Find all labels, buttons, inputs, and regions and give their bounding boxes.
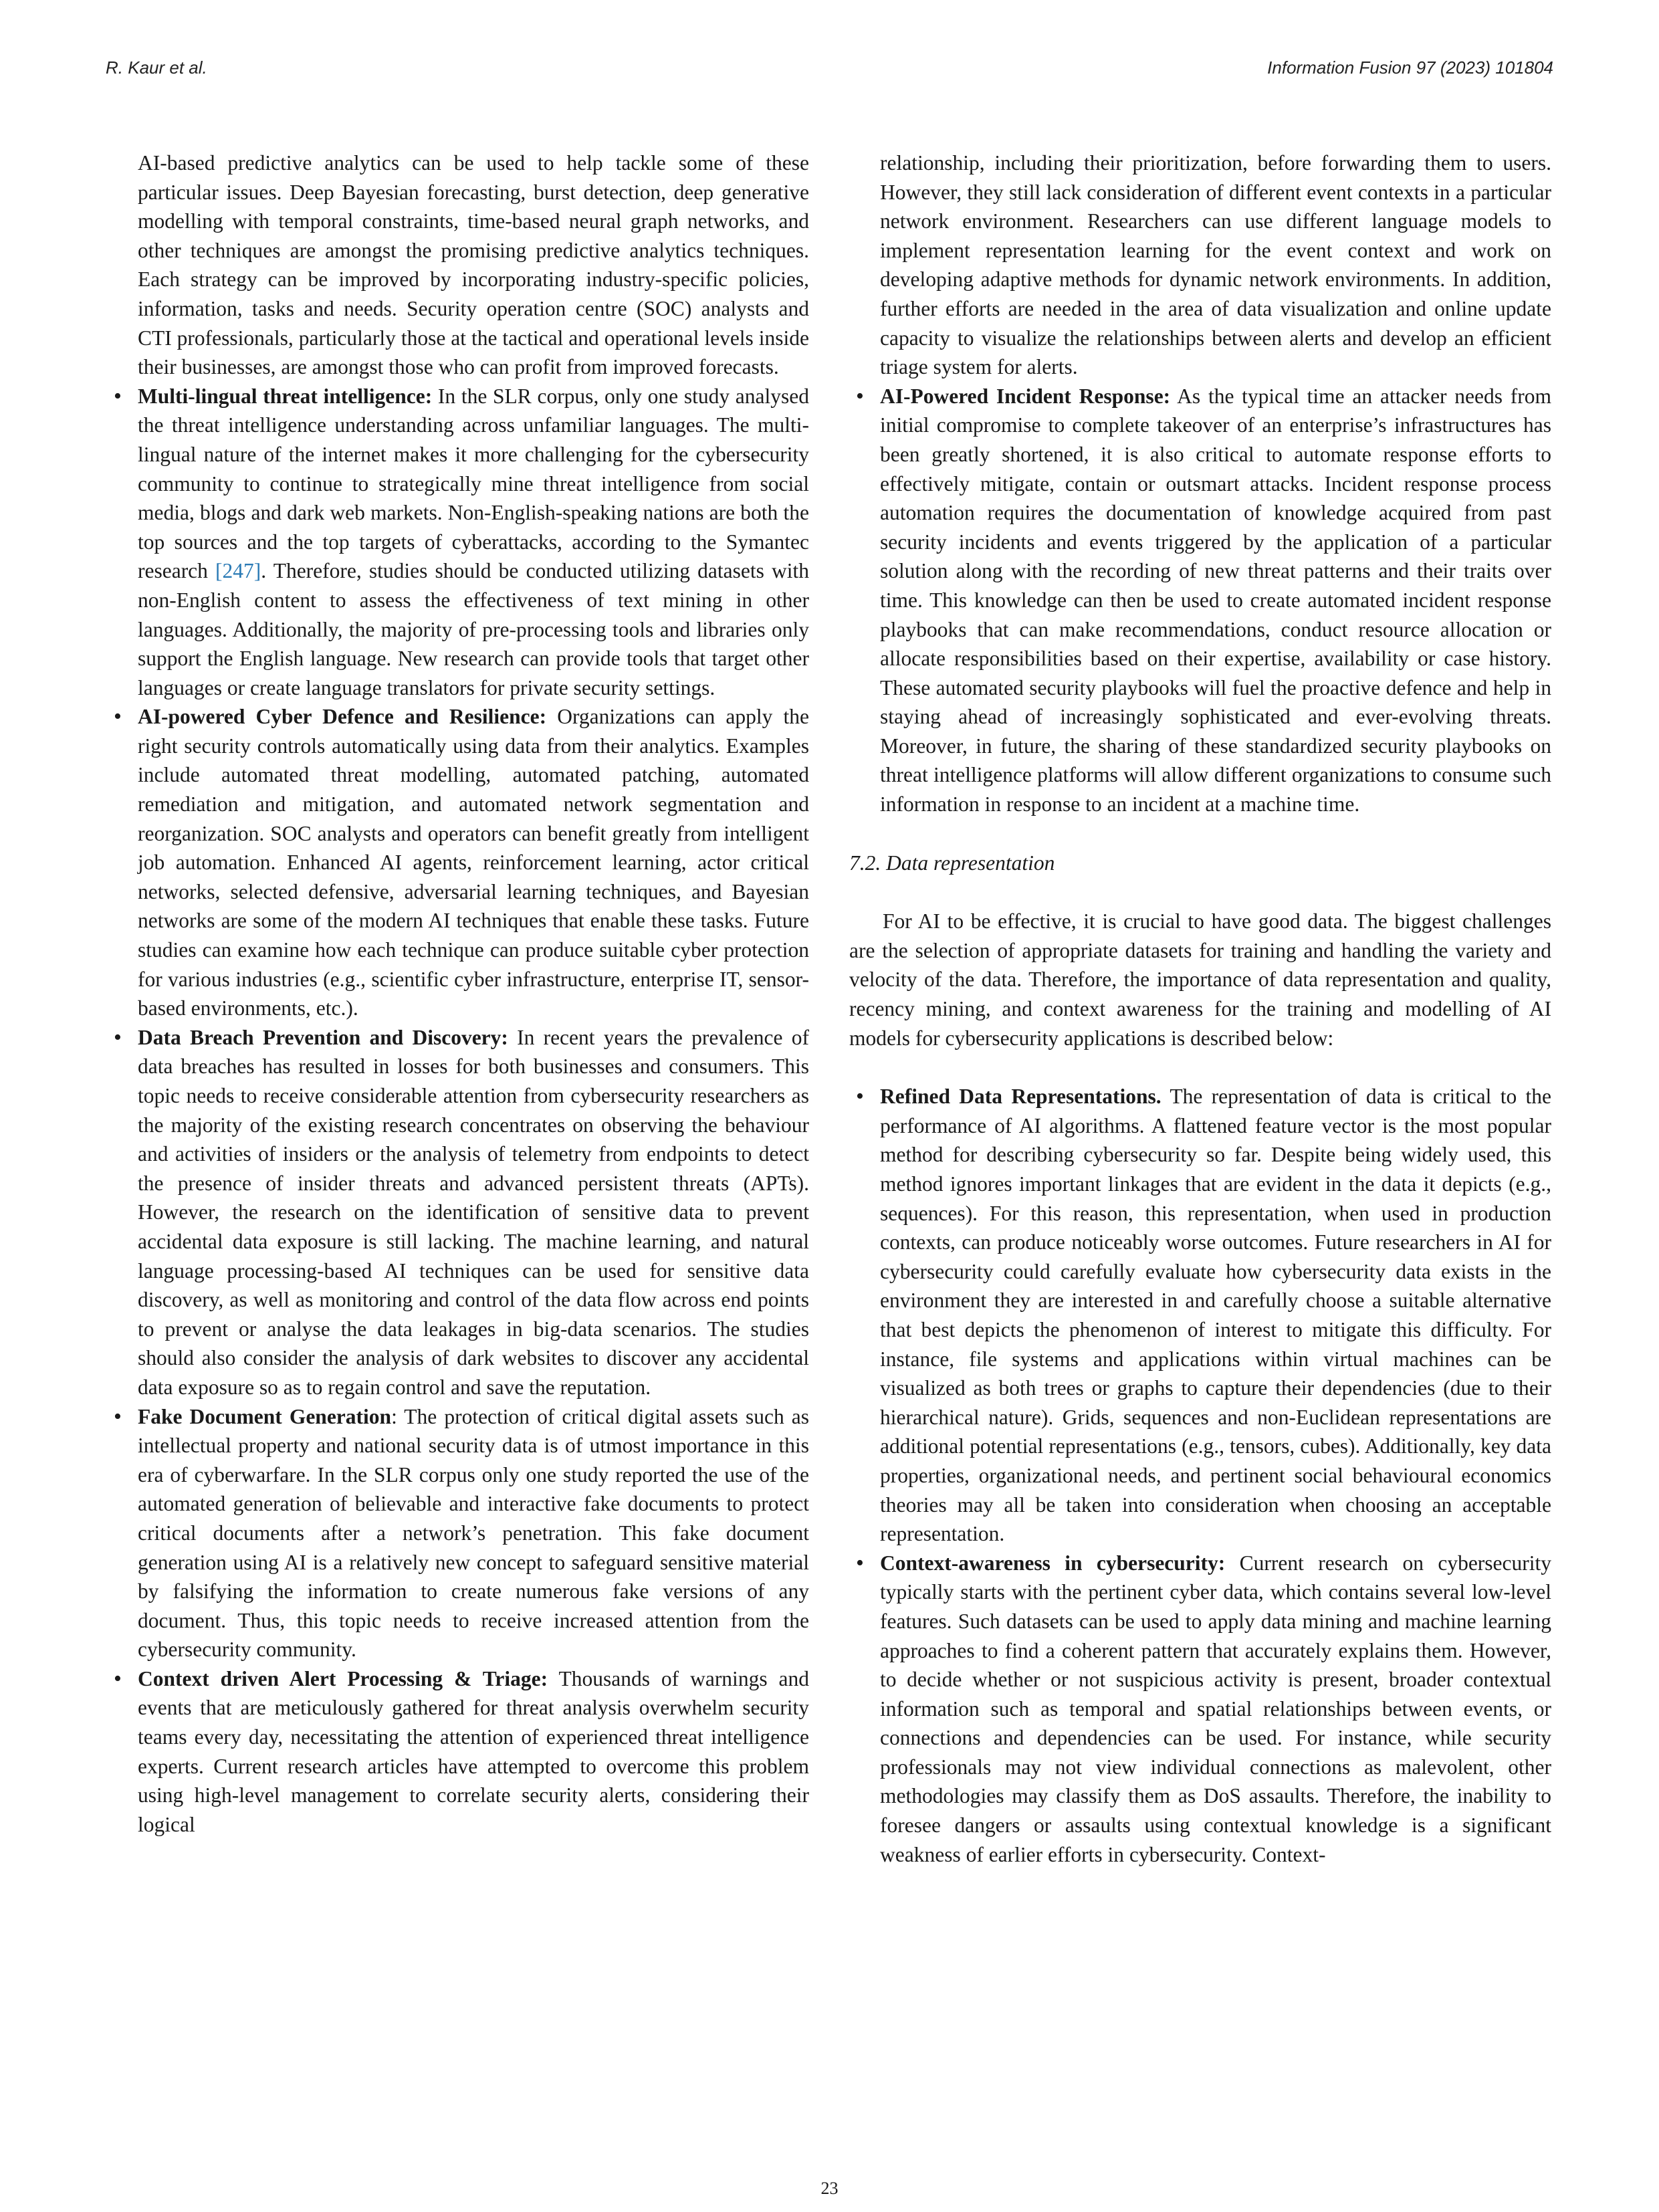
list-item <box>107 1023 809 1402</box>
item-title: Data Breach Prevention and Discovery: <box>138 1025 508 1049</box>
item-text: : The protection of critical digital assets such as intellectual property and national security data is of utmost importance in this era of cyberwarfare. In the SLR corpus only one study reported the use of the automated generation of believable and interactive fake documents to protect critical documents after a network’s penetration. This fake document generation using AI is a relatively new concept to safeguard sensitive material by falsifying the information to create numerous fake versions of any document. Thus, this topic needs to receive increased attention from the cybersecurity community. <box>138 1404 809 1662</box>
item-title: Refined Data Representations. <box>880 1085 1162 1109</box>
list-item <box>849 1082 1551 1549</box>
item-text: . Therefore, studies should be conducted utilizing datasets with non-English content to assess the effectiveness of text mining in other languages. Additionally, the majority of pre-processing tools and libraries only support the English language. New research can provide tools that target other languages or create language translators for private security settings. <box>138 559 809 699</box>
item-title: AI-Powered Incident Response: <box>880 384 1171 408</box>
citation-link[interactable]: [247] <box>215 559 261 583</box>
item-title: Multi-lingual threat intelligence: <box>138 384 433 408</box>
item-text: In the SLR corpus, only one study analysed the threat intelligence understanding across unfamiliar languages. The multi-lingual nature of the internet makes it more challenging for the cybersecurity community to continue to strategically mine threat intelligence from social media, blogs and dark web markets. Non-English-speaking nations are both the top sources and the top targets of cyberattacks, according to the Symantec research <box>138 384 809 583</box>
list-item <box>849 382 1551 819</box>
list-item <box>107 382 809 703</box>
item-title: Context-awareness in cybersecurity: <box>880 1551 1226 1575</box>
list-item <box>107 1402 809 1664</box>
item-text: Organizations can apply the right security controls automatically using data from their analytics. Examples include automated threat modelling, automated patching, automated remediation and mitigation, and automated network segmentation and reorganization. SOC analysts and operators can benefit greatly from intelligent job automation. Enhanced AI agents, reinforcement learning, actor critical networks, selected defensive, adversarial learning techniques, and Bayesian networks are some of the modern AI techniques that enable these tasks. Future studies can examine how each technique can produce suitable cyber protection for various industries (e.g., scientific cyber infrastructure, enterprise IT, sensor-based environments, etc.). <box>138 705 809 1020</box>
item-text: Current research on cybersecurity typically starts with the pertinent cyber data, which contains several low-level features. Such datasets can be used to apply data mining and machine learning approaches to find a coherent pattern that accurately explains them. However, to decide whether or not suspicious activity is present, broader contextual information such as temporal and spatial relationships between events, or connections and dependencies can be used. For instance, while security professionals may not view individual connections as malevolent, other methodologies may classify them as DoS assaults. Therefore, the inability to foresee dangers or assaults using contextual knowledge is a significant weakness of earlier efforts in cybersecurity. Context- <box>880 1551 1551 1866</box>
author-header: R. Kaur et al. <box>106 58 207 78</box>
paragraph-continuation: relationship, including their prioritization, before forwarding them to users. However, they still lack consideration of different event contexts in a particular network environment. Researchers can use different language models to implement representation learning for the event context and work on developing adaptive methods for dynamic network environments. In addition, further efforts are needed in the area of data visualization and online update capacity to visualize the relationships between alerts and develop an efficient triage system for alerts. <box>880 151 1551 379</box>
bullet-list <box>849 382 1551 819</box>
list-item <box>107 702 809 1023</box>
section-intro: For AI to be effective, it is crucial to have good data. The biggest challenges are the selection of appropriate datasets for training and handling the variety and velocity of the data. Therefore, the importance of data representation and quality, recency mining, and context awareness for the training and modelling of AI models for cybersecurity applications is described below: <box>849 909 1551 1050</box>
page-number: 23 <box>820 2179 839 2198</box>
item-title: Fake Document Generation <box>138 1404 392 1428</box>
right-column <box>849 148 1551 1869</box>
journal-header: Information Fusion 97 (2023) 101804 <box>1267 58 1553 78</box>
bullet-list <box>849 1082 1551 1869</box>
spacer <box>849 1053 1551 1082</box>
item-text: As the typical time an attacker needs from initial compromise to complete takeover of an enterprise’s infrastructures has been greatly shortened, it is also critical to automate response efforts to effectively mitigate, contain or outsmart attacks. Incident response process automation requires the documentation of knowledge acquired from past security incidents and events triggered by the application of a particular solution along with the recording of new threat patterns and their traits over time. This knowledge can then be used to create automated incident response playbooks that can make recommendations, conduct resource allocation or allocate responsibilities based on their expertise, availability or case history. These automated security playbooks will fuel the proactive defence and help in staying ahead of increasingly sophisticated and ever-evolving threats. Moreover, in future, the sharing of these standardized security playbooks on threat intelligence platforms will allow different organizations to consume such information in response to an incident at a machine time. <box>880 384 1552 816</box>
item-title: Context driven Alert Processing & Triage: <box>138 1666 548 1690</box>
item-text: Thousands of warnings and events that are meticulously gathered for threat analysis overwhelm security teams every day, necessitating the attention of experienced threat intelligence experts. Current research articles have attempted to overcome this problem using high-level management to correlate security alerts, considering their logical <box>138 1666 809 1836</box>
paragraph-continuation: AI-based predictive analytics can be used to help tackle some of these particular issues. Deep Bayesian forecasting, burst detection, deep generative modelling with temporal constraints, time-based neural graph networks, and other techniques are amongst the promising predictive analytics techniques. Each strategy can be improved by incorporating industry-specific policies, information, tasks and needs. Security operation centre (SOC) analysts and CTI professionals, particularly those at the tactical and operational levels inside their businesses, are amongst those who can profit from improved forecasts. <box>138 151 809 379</box>
item-text: The representation of data is critical to the performance of AI algorithms. A flattened feature vector is the most popular method for describing cybersecurity so far. Despite being widely used, this method ignores important linkages that are evident in the data it depicts (e.g., sequences). For this reason, this representation, when used in production contexts, can produce noticeably worse outcomes. Future researchers in AI for cybersecurity could carefully evaluate how cybersecurity data exists in the environment they are interested in and carefully choose a suitable alternative that best depicts the phenomenon of interest to mitigate this difficulty. For instance, file systems and applications within virtual machines can be visualized as both trees or graphs to capture their dependencies (due to their hierarchical nature). Grids, sequences and non-Euclidean representations are additional potential representations (e.g., tensors, cubes). Additionally, key data properties, organizational needs, and pertinent social behavioural economics theories may all be taken into consideration when choosing an acceptable representation. <box>880 1085 1551 1546</box>
list-item <box>849 1549 1551 1870</box>
list-item <box>107 1664 809 1840</box>
left-column <box>107 148 809 1839</box>
item-text: In recent years the prevalence of data breaches has resulted in losses for both businesses and consumers. This topic needs to receive considerable attention from cybersecurity researchers as the majority of the existing research concentrates on observing the behaviour and activities of insiders or the analysis of telemetry from endpoints to detect the presence of insider threats and advanced persistent threats (APTs). However, the research on the identification of sensitive data to prevent accidental data exposure is still lacking. The machine learning, and natural language processing-based AI techniques can be used for sensitive data discovery, as well as monitoring and control of the data flow across end points to prevent or analyse the data leakages in big-data scenarios. The studies should also consider the analysis of dark websites to discover any accidental data exposure so as to regain control and save the reputation. <box>138 1025 809 1399</box>
item-title: AI-powered Cyber Defence and Resilience: <box>138 705 547 729</box>
running-head <box>106 58 1553 78</box>
section-heading: 7.2. Data representation <box>849 851 1055 875</box>
bullet-list <box>107 382 809 1840</box>
